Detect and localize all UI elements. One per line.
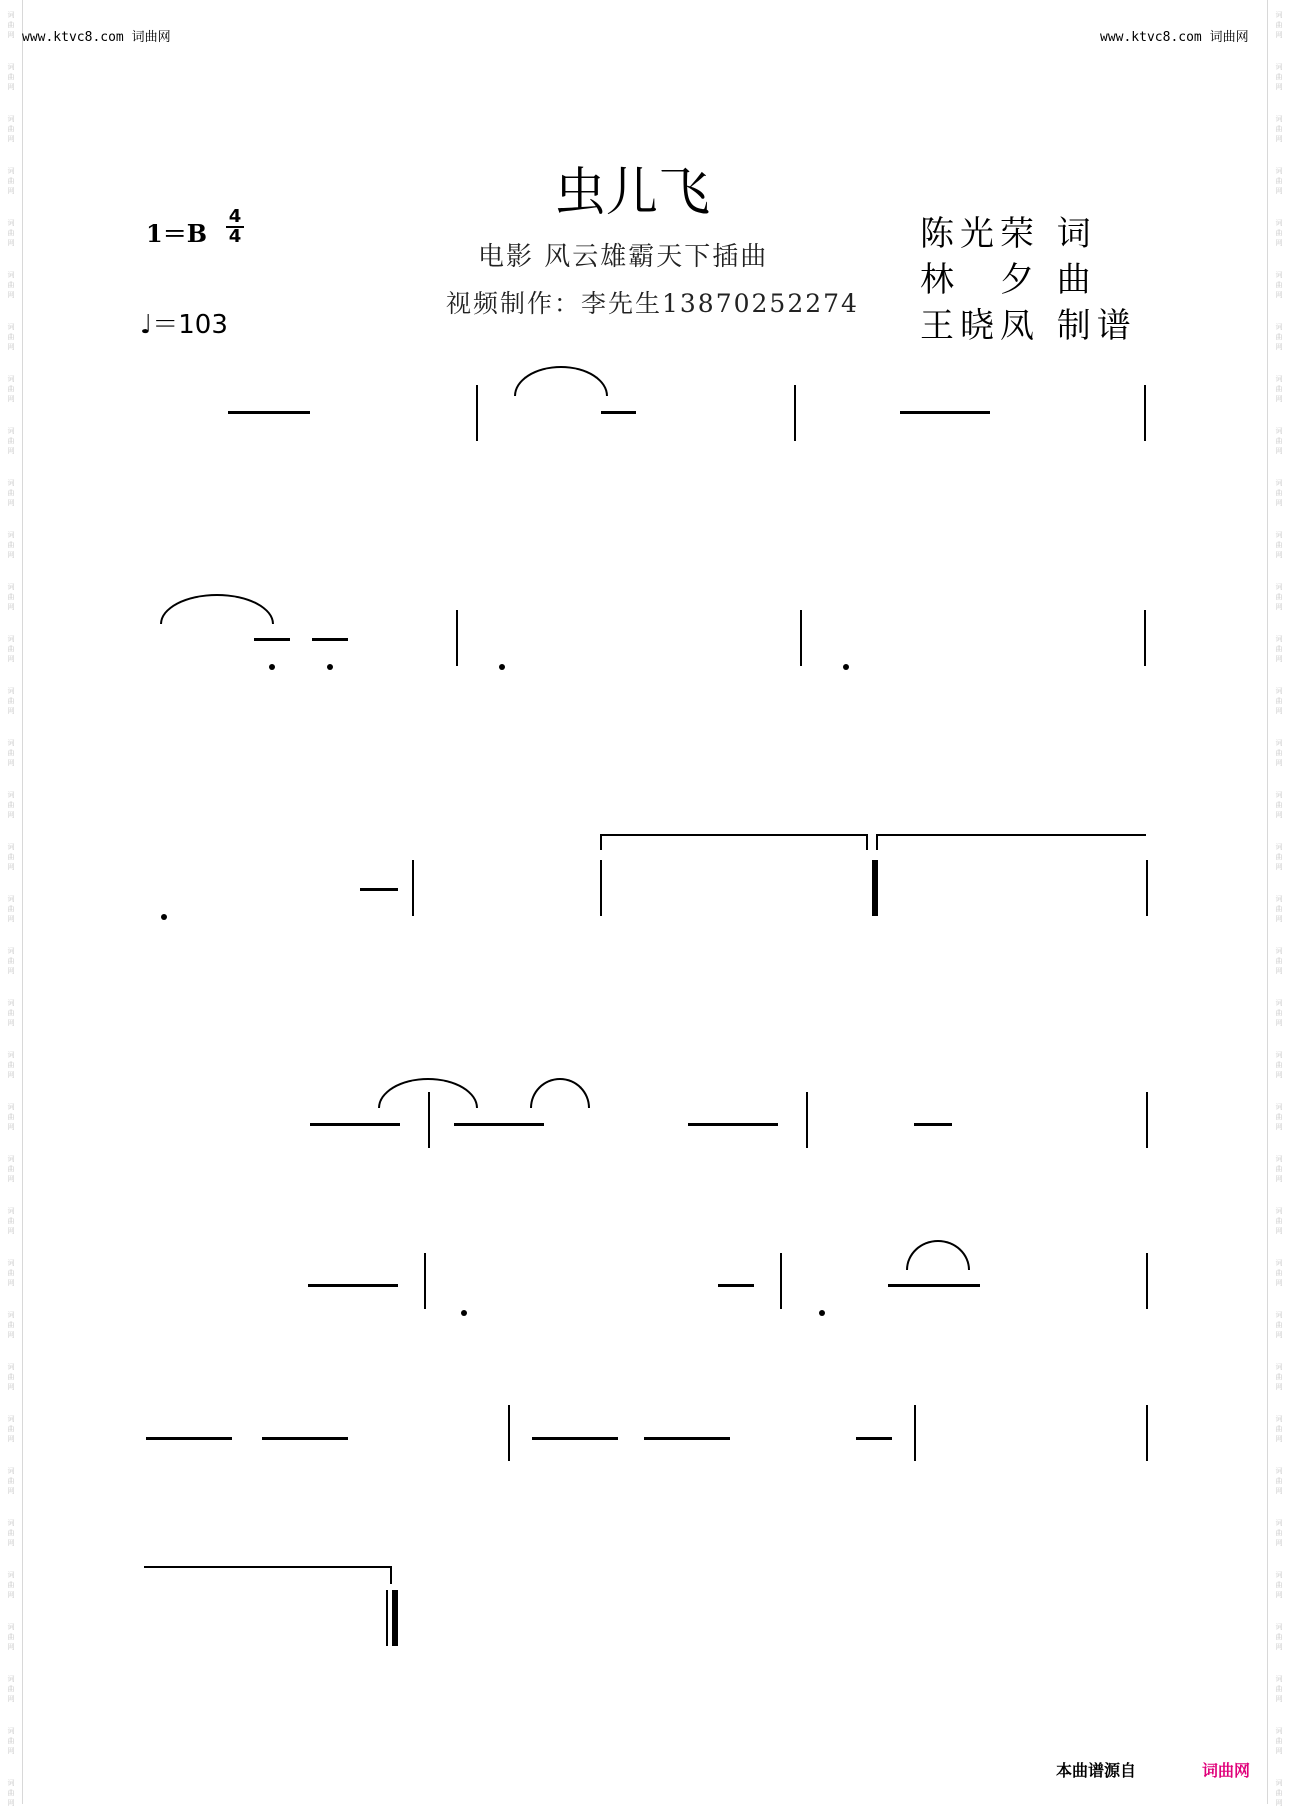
- watermark-mark: 词 曲 网: [7, 63, 15, 91]
- watermark-mark: 词 曲 网: [1275, 1571, 1283, 1599]
- low-octave-dot: [327, 664, 333, 670]
- tempo-value: ＝103: [152, 310, 228, 340]
- watermark-mark: 词 曲 网: [1275, 1467, 1283, 1495]
- watermark-mark: 词 曲 网: [7, 1103, 15, 1131]
- watermark-mark: 词 曲 网: [1275, 323, 1283, 351]
- eighth-underline: [688, 1123, 778, 1126]
- barline: [1146, 860, 1148, 916]
- eighth-underline: [644, 1437, 730, 1440]
- final-barline: [872, 860, 878, 916]
- eighth-underline: [914, 1123, 952, 1126]
- barline: [1146, 1405, 1148, 1461]
- watermark-mark: 词 曲 网: [1275, 1519, 1283, 1547]
- watermark-mark: 词 曲 网: [1275, 1727, 1283, 1755]
- watermark-mark: 词 曲 网: [1275, 63, 1283, 91]
- watermark-mark: 词 曲 网: [1275, 1675, 1283, 1703]
- composer-credit: 林 夕 曲: [920, 260, 1097, 300]
- barline: [1146, 1092, 1148, 1148]
- eighth-underline: [360, 888, 398, 891]
- eighth-underline: [312, 638, 348, 641]
- low-octave-dot: [499, 664, 505, 670]
- watermark-mark: 词 曲 网: [1275, 115, 1283, 143]
- quarter-note-icon: ♩: [140, 310, 153, 340]
- watermark-mark: 词 曲 网: [1275, 219, 1283, 247]
- watermark-strip-right: [1267, 0, 1290, 1807]
- eighth-underline: [454, 1123, 544, 1126]
- watermark-mark: 词 曲 网: [7, 1779, 15, 1807]
- barline: [386, 1590, 388, 1646]
- barline: [1144, 610, 1146, 666]
- time-denominator: 4: [226, 226, 244, 246]
- barline: [1144, 385, 1146, 441]
- low-octave-dot: [161, 914, 167, 920]
- site-url-left: www.ktvc8.com 词曲网: [22, 30, 171, 45]
- watermark-mark: 词 曲 网: [1275, 739, 1283, 767]
- watermark-mark: 词 曲 网: [7, 999, 15, 1027]
- watermark-mark: 词 曲 网: [1275, 1363, 1283, 1391]
- barline: [424, 1253, 426, 1309]
- watermark-mark: 词 曲 网: [1275, 1051, 1283, 1079]
- watermark-mark: 词 曲 网: [1275, 583, 1283, 611]
- barline: [806, 1092, 808, 1148]
- tempo-marking: [140, 304, 228, 341]
- barline: [780, 1253, 782, 1309]
- watermark-mark: 词 曲 网: [1275, 375, 1283, 403]
- watermark-mark: 词 曲 网: [7, 115, 15, 143]
- eighth-underline: [532, 1437, 618, 1440]
- watermark-mark: 词 曲 网: [1275, 1155, 1283, 1183]
- eighth-underline: [718, 1284, 754, 1287]
- tie-slur: [906, 1240, 970, 1270]
- watermark-mark: 词 曲 网: [1275, 11, 1283, 39]
- watermark-mark: 词 曲 网: [1275, 167, 1283, 195]
- watermark-mark: 词 曲 网: [1275, 1207, 1283, 1235]
- eighth-underline: [254, 638, 290, 641]
- watermark-mark: 词 曲 网: [7, 271, 15, 299]
- tie-slur: [160, 594, 274, 624]
- final-barline: [392, 1590, 398, 1646]
- watermark-mark: 词 曲 网: [7, 1727, 15, 1755]
- watermark-mark: 词 曲 网: [7, 427, 15, 455]
- song-title: 虫儿飞: [554, 163, 711, 223]
- watermark-mark: 词 曲 网: [7, 1363, 15, 1391]
- watermark-mark: 词 曲 网: [1275, 271, 1283, 299]
- watermark-mark: 词 曲 网: [7, 219, 15, 247]
- watermark-mark: 词 曲 网: [1275, 999, 1283, 1027]
- time-signature: [226, 208, 244, 246]
- watermark-mark: 词 曲 网: [1275, 1259, 1283, 1287]
- watermark-mark: 词 曲 网: [7, 1519, 15, 1547]
- watermark-mark: 词 曲 网: [7, 635, 15, 663]
- barline: [914, 1405, 916, 1461]
- watermark-mark: 词 曲 网: [7, 1675, 15, 1703]
- watermark-mark: 词 曲 网: [7, 947, 15, 975]
- ending-line-tick: [390, 1566, 392, 1584]
- watermark-mark: 词 曲 网: [7, 1311, 15, 1339]
- tie-slur: [530, 1078, 590, 1108]
- ending-line: [144, 1566, 392, 1568]
- watermark-mark: 词 曲 网: [7, 1571, 15, 1599]
- watermark-mark: 词 曲 网: [7, 375, 15, 403]
- watermark-mark: 词 曲 网: [1275, 635, 1283, 663]
- low-octave-dot: [269, 664, 275, 670]
- barline: [600, 860, 602, 916]
- watermark-mark: 词 曲 网: [1275, 947, 1283, 975]
- watermark-mark: 词 曲 网: [1275, 1415, 1283, 1443]
- watermark-mark: 词 曲 网: [7, 687, 15, 715]
- eighth-underline: [310, 1123, 400, 1126]
- watermark-mark: 词 曲 网: [7, 1051, 15, 1079]
- watermark-mark: 词 曲 网: [1275, 479, 1283, 507]
- barline: [1146, 1253, 1148, 1309]
- watermark-mark: 词 曲 网: [1275, 1103, 1283, 1131]
- eighth-underline: [228, 411, 310, 414]
- time-numerator: 4: [228, 206, 242, 227]
- eighth-underline: [601, 411, 636, 414]
- watermark-mark: 词 曲 网: [7, 167, 15, 195]
- low-octave-dot: [843, 664, 849, 670]
- barline: [508, 1405, 510, 1461]
- watermark-mark: 词 曲 网: [7, 843, 15, 871]
- watermark-mark: 词 曲 网: [7, 791, 15, 819]
- tie-slur: [514, 366, 608, 396]
- first-ending-bracket: [600, 834, 868, 850]
- subtitle: 电影 风云雄霸天下插曲: [478, 242, 769, 272]
- eighth-underline: [308, 1284, 398, 1287]
- watermark-mark: 词 曲 网: [7, 1207, 15, 1235]
- eighth-underline: [146, 1437, 232, 1440]
- footer-site-link[interactable]: 词曲网: [1202, 1761, 1251, 1780]
- site-url-right: www.ktvc8.com 词曲网: [1100, 30, 1249, 45]
- second-ending-bracket: [876, 834, 1146, 850]
- eighth-underline: [856, 1437, 892, 1440]
- eighth-underline: [900, 411, 990, 414]
- low-octave-dot: [819, 1310, 825, 1316]
- barline: [800, 610, 802, 666]
- barline: [476, 385, 478, 441]
- watermark-mark: 词 曲 网: [7, 479, 15, 507]
- watermark-mark: 词 曲 网: [1275, 895, 1283, 923]
- watermark-mark: 词 曲 网: [7, 1155, 15, 1183]
- footer-source-label: 本曲谱源自: [1056, 1761, 1137, 1780]
- watermark-mark: 词 曲 网: [7, 1259, 15, 1287]
- barline: [456, 610, 458, 666]
- transcriber-credit: 王晓凤 制谱: [920, 306, 1137, 346]
- watermark-mark: 词 曲 网: [7, 895, 15, 923]
- watermark-mark: 词 曲 网: [1275, 1311, 1283, 1339]
- watermark-mark: 词 曲 网: [7, 531, 15, 559]
- watermark-mark: 词 曲 网: [7, 739, 15, 767]
- watermark-mark: 词 曲 网: [1275, 1779, 1283, 1807]
- watermark-mark: 词 曲 网: [1275, 843, 1283, 871]
- watermark-strip-left: [0, 0, 23, 1807]
- watermark-mark: 词 曲 网: [7, 583, 15, 611]
- eighth-underline: [888, 1284, 980, 1287]
- watermark-mark: 词 曲 网: [7, 11, 15, 39]
- barline: [794, 385, 796, 441]
- watermark-mark: 词 曲 网: [1275, 427, 1283, 455]
- watermark-mark: 词 曲 网: [7, 1415, 15, 1443]
- tie-slur: [378, 1078, 478, 1108]
- eighth-underline: [262, 1437, 348, 1440]
- watermark-mark: 词 曲 网: [1275, 687, 1283, 715]
- watermark-mark: 词 曲 网: [1275, 791, 1283, 819]
- watermark-mark: 词 曲 网: [7, 1467, 15, 1495]
- watermark-mark: 词 曲 网: [1275, 531, 1283, 559]
- barline: [412, 860, 414, 916]
- watermark-mark: 词 曲 网: [7, 323, 15, 351]
- lyricist-credit: 陈光荣 词: [920, 214, 1097, 254]
- low-octave-dot: [461, 1310, 467, 1316]
- video-credit: 视频制作：李先生13870252274: [446, 289, 859, 318]
- watermark-mark: 词 曲 网: [1275, 1623, 1283, 1651]
- key-signature: 1＝B: [146, 219, 207, 248]
- watermark-mark: 词 曲 网: [7, 1623, 15, 1651]
